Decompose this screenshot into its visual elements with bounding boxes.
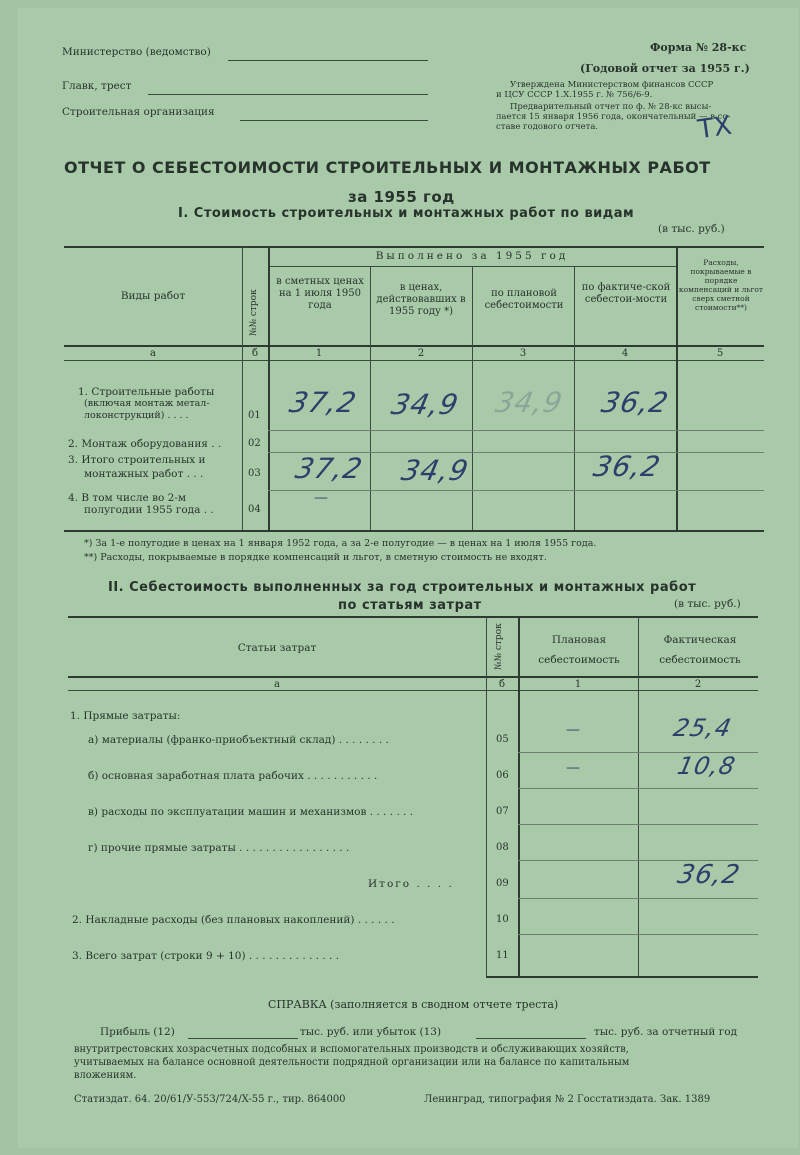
report-title: ОТЧЕТ О СЕБЕСТОИМОСТИ СТРОИТЕЛЬНЫХ И МОНТАЖНЫХ РАБОТ — [64, 158, 711, 177]
index-3: 3 — [519, 348, 527, 359]
s2-index-2: 2 — [694, 679, 702, 690]
s2-index-a: а — [274, 679, 280, 690]
note-loss-unit: тыс. руб. за отчетный год — [594, 1026, 738, 1038]
s2-index-b: б — [498, 679, 506, 690]
row06-plan: — — [566, 760, 580, 776]
row09-code: 09 — [496, 878, 509, 889]
approval-line-3: Предварительный отчет по ф. № 28-кс высы- — [510, 102, 712, 112]
row11-label: 3. Всего затрат (строки 9 + 10) . . . . . . . . . . . . . . — [72, 950, 340, 962]
section1-unit: (в тыс. руб.) — [658, 223, 725, 235]
row06-label: б) основная заработная плата рабочих . . . . . . . . . . . — [88, 770, 378, 782]
col3-header: по плановой себестоимости — [484, 288, 564, 311]
col5-header: Расходы, покрываемые в порядке компенсаций и льгот сверх сметной стоимости**) — [678, 258, 764, 312]
note-line-3: учитываемых на балансе основной деятельности подрядной организации или на балансе по капитальным — [74, 1057, 630, 1068]
col2-rowno-header: №№ строк — [494, 623, 504, 670]
row08-label: г) прочие прямые затраты . . . . . . . . . . . . . . . . . — [88, 842, 350, 854]
row04-label-1: 4. В том числе во 2-м — [68, 492, 187, 504]
row02-label: 2. Монтаж оборудования . . — [68, 438, 222, 450]
row05-label: а) материалы (франко-приобъектный склад) . . . . . . . . — [88, 734, 389, 746]
row03-v4: 36,2 — [590, 450, 664, 483]
row08-code: 08 — [496, 842, 509, 853]
ministry-label: Министерство (ведомство) — [62, 46, 211, 58]
row07-label: в) расходы по эксплуатации машин и механизмов . . . . . . . — [88, 806, 414, 818]
index-5: 5 — [716, 348, 724, 359]
index-1: 1 — [315, 348, 323, 359]
approval-line-2: и ЦСУ СССР 1.X.1955 г. № 756/6-9. — [496, 90, 653, 100]
row03-code: 03 — [248, 468, 261, 479]
index-b: б — [251, 348, 259, 359]
organization-line — [240, 120, 428, 121]
glavk-label: Главк, трест — [62, 80, 132, 92]
section2-unit: (в тыс. руб.) — [674, 598, 741, 610]
direct-costs-header: 1. Прямые затраты: — [70, 710, 181, 722]
row01-v4: 36,2 — [598, 386, 672, 419]
s2-index-1: 1 — [574, 679, 582, 690]
approval-line-4: лается 15 января 1956 года, окончательный — в со- — [496, 112, 731, 122]
row01-v3: 34,9 — [492, 386, 566, 419]
row04-code: 04 — [248, 504, 261, 515]
col-items-header: Статьи затрат — [237, 642, 317, 654]
row01-v1: 37,2 — [286, 386, 360, 419]
row03-v2: 34,9 — [398, 454, 472, 487]
row07-code: 07 — [496, 806, 509, 817]
row11-code: 11 — [496, 950, 509, 961]
report-year: за 1955 год — [348, 188, 455, 206]
col1-header: в сметных ценах на 1 июля 1950 года — [276, 276, 364, 311]
index-4: 4 — [621, 348, 629, 359]
glavk-line — [148, 94, 428, 95]
row01-code: 01 — [248, 410, 261, 421]
section1-note-2: **) Расходы, покрываемые в порядке компенсаций и льгот, в сметную стоимость не входят. — [84, 552, 547, 563]
row06-code: 06 — [496, 770, 509, 781]
report-type: (Годовой отчет за 1955 г.) — [580, 62, 750, 75]
printer-info: Ленинград, типография № 2 Госстатиздата. Зак. 1389 — [424, 1094, 711, 1105]
note-line-4: вложениям. — [74, 1070, 137, 1081]
section1-title: I. Стоимость строительных и монтажных работ по видам — [178, 206, 635, 221]
index-2: 2 — [417, 348, 425, 359]
row02-code: 02 — [248, 438, 261, 449]
row01-label-2: (включая монтаж метал- — [84, 398, 210, 409]
form-number: Форма № 28-кс — [650, 41, 747, 54]
row05-fact: 25,4 — [671, 714, 735, 742]
row04-label-2: полугодии 1955 года . . — [84, 504, 214, 516]
index-a: а — [150, 348, 156, 359]
approval-line-5: ставе годового отчета. — [496, 122, 599, 132]
note-line-2: внутритрестовских хозрасчетных подсобных и вспомогательных производств и обслуживающих хозяйств, — [74, 1044, 629, 1055]
row05-code: 05 — [496, 734, 509, 745]
row01-label-3: локонструкций) . . . . — [84, 410, 189, 421]
ministry-line — [228, 60, 428, 61]
row04-v1: — — [314, 490, 328, 506]
group-header: Выполнено за 1955 год — [375, 250, 569, 262]
form-page — [18, 8, 798, 1148]
row09-fact: 36,2 — [674, 860, 744, 890]
row01-label-1: 1. Строительные работы — [78, 386, 215, 398]
note-profit: Прибыль (12) — [100, 1026, 175, 1038]
note-profit-unit: тыс. руб. или убыток (13) — [300, 1026, 442, 1038]
handwritten-mark: ТХ — [696, 110, 734, 146]
row03-v1: 37,2 — [292, 452, 366, 485]
organization-label: Строительная организация — [62, 106, 215, 118]
row03-label-1: 3. Итого строительных и — [68, 454, 206, 466]
note-heading: СПРАВКА (заполняется в сводном отчете треста) — [268, 998, 559, 1011]
col-fact-header: Фактическая себестоимость — [659, 634, 741, 666]
row09-label: Итого . . . . — [368, 878, 454, 890]
loss-line — [476, 1038, 586, 1039]
col-types-header: Виды работ — [120, 290, 186, 302]
approval-line-1: Утверждена Министерством финансов СССР — [510, 80, 714, 90]
row03-label-2: монтажных работ . . . — [84, 468, 204, 480]
row10-label: 2. Накладные расходы (без плановых накоплений) . . . . . . — [72, 914, 395, 926]
row10-code: 10 — [496, 914, 509, 925]
section2-title-2: по статьям затрат — [338, 598, 482, 613]
col-rowno-header: №№ строк — [249, 289, 259, 336]
row01-v2: 34,9 — [388, 388, 462, 421]
print-info: Статиздат. 64. 20/61/У-553/724/X-55 г., тир. 864000 — [74, 1094, 346, 1105]
col-plan-header: Плановая себестоимость — [538, 634, 620, 666]
col2-header: в ценах, действовавших в 1955 году *) — [376, 282, 466, 317]
section1-note-1: *) За 1-е полугодие в ценах на 1 января 1952 года, а за 2-е полугодие — в ценах на 1 июля 1955 года. — [84, 538, 597, 549]
row05-plan: — — [566, 722, 580, 738]
section2-title-1: II. Себестоимость выполненных за год строительных и монтажных работ — [108, 580, 697, 595]
row06-fact: 10,8 — [675, 752, 739, 780]
profit-line — [188, 1038, 298, 1039]
col4-header: по фактиче-ской себестои-мости — [581, 282, 671, 305]
